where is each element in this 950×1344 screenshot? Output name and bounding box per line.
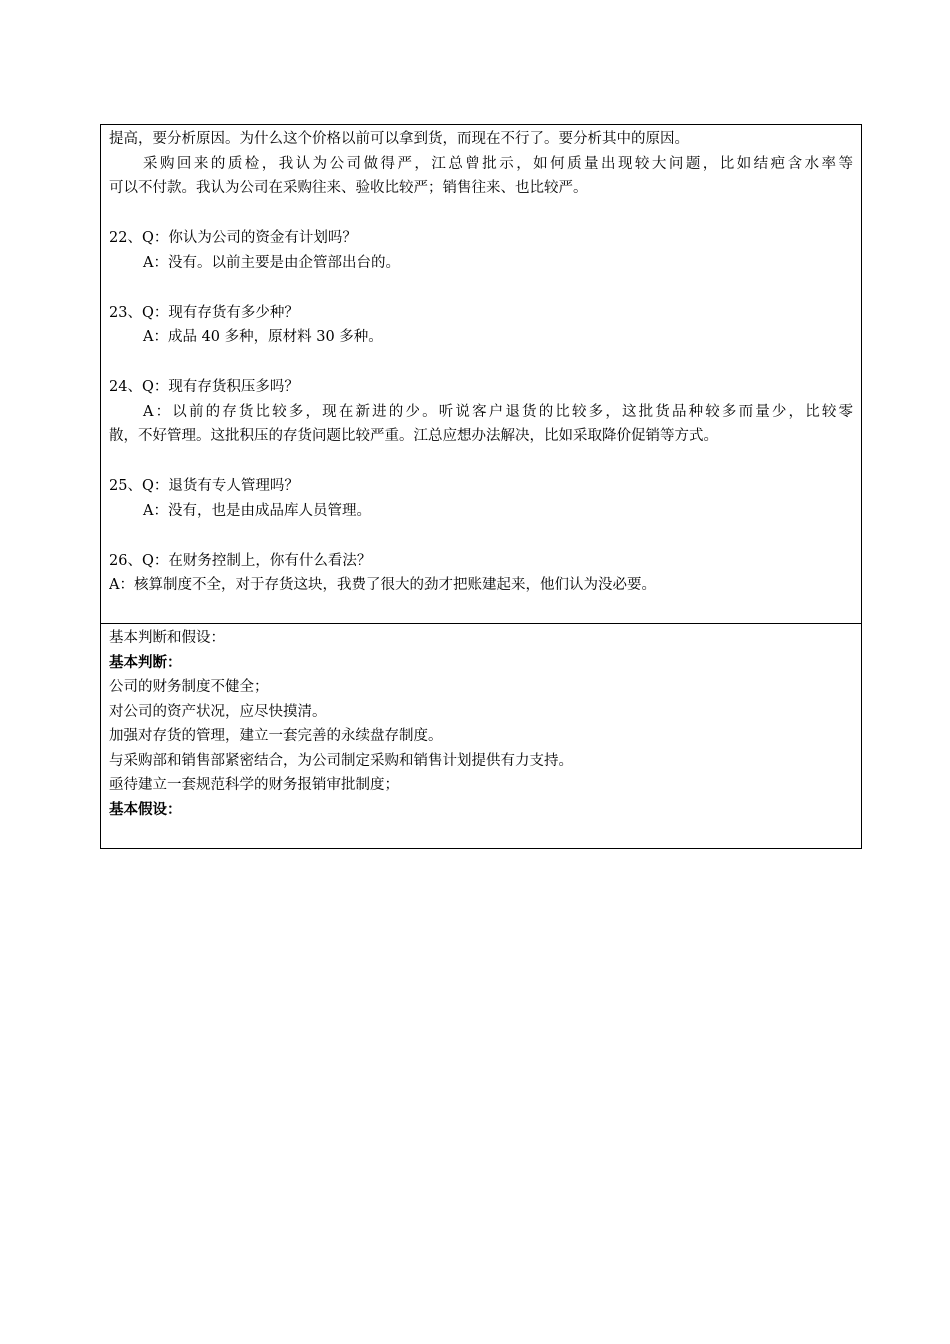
question-25: 25、Q：退货有专人管理吗？ (109, 478, 299, 494)
assumption-title: 基本假设： (109, 800, 182, 818)
judgment-item: 公司的财务制度不健全； (109, 679, 269, 695)
spacer (109, 201, 853, 227)
spacer (109, 449, 853, 475)
spacer (109, 275, 853, 301)
answer-24-line-1: A：以前的存货比较多，现在新进的少。听说客户退货的比较多，这批货品种较多而量少，比较零 (143, 403, 853, 420)
answer-22: A：没有。以前主要是由企管部出台的。 (143, 254, 400, 271)
judgment-item: 对公司的资产状况，应尽快摸清。 (109, 703, 327, 720)
judgment-heading: 基本判断和假设： (109, 630, 225, 646)
judgment-item: 亟待建立一套规范科学的财务报销审批制度； (109, 777, 399, 793)
judgment-title: 基本判断： (109, 653, 182, 671)
question-22: 22、Q：你认为公司的资金有计划吗？ (109, 230, 357, 246)
answer-23: A：成品 40 多种，原材料 30 多种。 (143, 329, 383, 345)
question-24: 24、Q：现有存货积压多吗？ (109, 379, 299, 395)
answer-26: A：核算制度不全，对于存货这块，我费了很大的劲才把账建起来，他们认为没必要。 (109, 577, 656, 593)
intro-line-1: 提高，要分析原因。为什么这个价格以前可以拿到货，而现在不行了。要分析其中的原因。 (109, 131, 689, 147)
judgment-item: 加强对存货的管理，建立一套完善的永续盘存制度。 (109, 728, 443, 744)
question-23: 23、Q：现有存货有多少种？ (109, 304, 299, 321)
intro-line-3: 可以不付款。我认为公司在采购往来、验收比较严；销售往来、也比较严。 (109, 180, 588, 196)
judgment-cell (101, 624, 861, 848)
question-26: 26、Q：在财务控制上，你有什么看法？ (109, 552, 372, 569)
judgment-item: 与采购部和销售部紧密结合，为公司制定采购和销售计划提供有力支持。 (109, 752, 573, 769)
answer-25: A：没有，也是由成品库人员管理。 (143, 502, 371, 519)
spacer (109, 350, 853, 376)
spacer (109, 523, 853, 549)
interview-notes-cell (101, 125, 861, 624)
intro-line-2: 采购回来的质检，我认为公司做得严，江总曾批示，如何质量出现较大问题，比如结疤含水率等 (143, 155, 853, 172)
answer-24-line-2: 散，不好管理。这批积压的存货问题比较严重。江总应想办法解决，比如采取降价促销等方式。 (109, 428, 718, 444)
interview-table (100, 124, 862, 849)
